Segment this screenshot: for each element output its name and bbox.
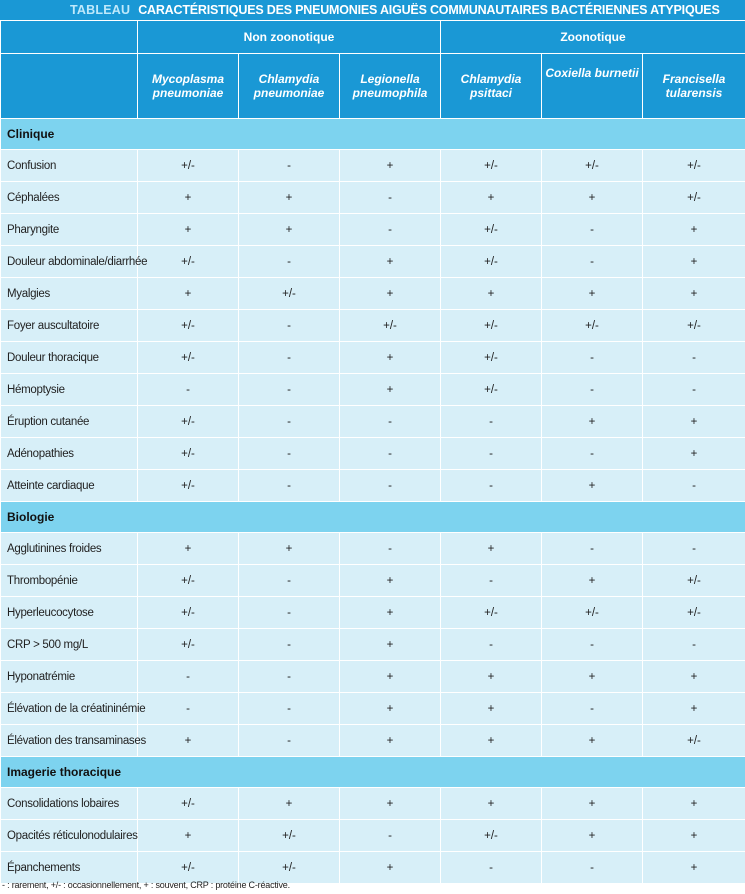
frequency-cell: + [239,533,340,565]
frequency-cell: +/- [138,629,239,661]
frequency-cell: - [441,565,542,597]
table-row [1,820,745,852]
frequency-cell: - [239,374,340,406]
group-header-row [1,21,745,54]
species-name-line1: Chlamydia [460,72,522,86]
frequency-cell: +/- [542,310,643,342]
frequency-cell: - [643,342,745,374]
species-header [340,54,441,119]
frequency-cell: + [340,693,441,725]
frequency-cell: +/- [138,342,239,374]
frequency-cell: +/- [138,852,239,884]
frequency-cell: +/- [441,597,542,629]
frequency-cell: - [239,597,340,629]
frequency-cell: - [441,852,542,884]
frequency-cell: - [340,470,441,502]
species-header [542,54,643,119]
table-row [1,182,745,214]
species-name-line1: Legionella [360,72,420,86]
frequency-cell: + [542,820,643,852]
table-row [1,342,745,374]
table-row [1,406,745,438]
frequency-cell: - [542,629,643,661]
frequency-cell: + [239,182,340,214]
frequency-cell: + [643,406,745,438]
frequency-cell: - [340,820,441,852]
table-row [1,150,745,182]
frequency-cell: - [340,438,441,470]
frequency-cell: + [138,820,239,852]
frequency-cell: + [542,661,643,693]
frequency-cell: - [138,693,239,725]
frequency-cell: +/- [643,310,745,342]
row-label: Pharyngite [1,214,138,246]
frequency-cell: +/- [138,406,239,438]
row-label: Adénopathies [1,438,138,470]
frequency-cell: - [340,533,441,565]
row-label: Thrombopénie [1,565,138,597]
frequency-cell: + [340,246,441,278]
group-non-zoonotic: Non zoonotique [138,21,441,54]
frequency-cell: +/- [138,565,239,597]
frequency-cell: +/- [138,150,239,182]
row-label: Hyperleucocytose [1,597,138,629]
table-row [1,565,745,597]
table-row [1,661,745,693]
species-header [643,54,745,119]
frequency-cell: - [340,406,441,438]
species-name-line1: Chlamydia [258,72,320,86]
frequency-cell: +/- [441,342,542,374]
table-row [1,278,745,310]
frequency-cell: + [441,533,542,565]
frequency-cell: +/- [441,150,542,182]
frequency-cell: - [441,629,542,661]
frequency-cell: + [138,725,239,757]
frequency-cell: - [441,470,542,502]
table-footnote: - : rarement, +/- : occasionnellement, + : souvent, CRP : protéine C-réactive. [2,880,290,890]
frequency-cell: - [542,374,643,406]
table-row [1,470,745,502]
frequency-cell: + [643,246,745,278]
species-name-line1: Francisella [662,72,726,86]
table-row [1,852,745,884]
table-row [1,533,745,565]
frequency-cell: + [643,820,745,852]
frequency-cell: - [441,406,542,438]
frequency-cell: - [542,533,643,565]
row-label: Atteinte cardiaque [1,470,138,502]
table-title-bar [0,0,745,20]
frequency-cell: - [138,374,239,406]
species-name-line1: Coxiella burnetii [545,66,639,80]
table-row [1,246,745,278]
species-name-line2: tularensis [665,86,723,100]
frequency-cell: + [643,852,745,884]
frequency-cell: + [542,278,643,310]
table-row [1,693,745,725]
row-label: Élévation de la créatininémie [1,693,138,725]
section-title: Clinique [1,119,745,150]
frequency-cell: - [643,374,745,406]
frequency-cell: + [643,693,745,725]
corner-cell [1,21,138,54]
frequency-cell: + [542,788,643,820]
frequency-cell: +/- [138,470,239,502]
row-label: Céphalées [1,182,138,214]
section-title: Imagerie thoracique [1,757,745,788]
row-label: Douleur thoracique [1,342,138,374]
frequency-cell: + [340,565,441,597]
frequency-cell: +/- [239,278,340,310]
section-row [1,502,745,533]
species-header [441,54,542,119]
frequency-cell: - [542,342,643,374]
characteristics-table [0,20,745,884]
frequency-cell: + [643,278,745,310]
frequency-cell: + [239,788,340,820]
frequency-cell: +/- [542,150,643,182]
table-row [1,597,745,629]
row-label: Consolidations lobaires [1,788,138,820]
frequency-cell: +/- [441,214,542,246]
frequency-cell: - [542,214,643,246]
frequency-cell: + [138,278,239,310]
frequency-cell: - [542,693,643,725]
frequency-cell: + [441,788,542,820]
frequency-cell: + [340,852,441,884]
frequency-cell: - [542,438,643,470]
corner-cell [1,54,138,119]
species-name-line1: Mycoplasma [151,72,225,86]
table-row [1,310,745,342]
frequency-cell: + [340,725,441,757]
frequency-cell: +/- [441,374,542,406]
frequency-cell: - [441,438,542,470]
frequency-cell: +/- [138,246,239,278]
section-title: Biologie [1,502,745,533]
frequency-cell: - [239,565,340,597]
species-name-line2: pneumoniae [253,86,325,100]
table-row [1,629,745,661]
frequency-cell: - [239,246,340,278]
frequency-cell: +/- [441,820,542,852]
species-name-line2: psittaci [470,86,513,100]
frequency-cell: + [441,693,542,725]
row-label: Éruption cutanée [1,406,138,438]
frequency-cell: + [643,661,745,693]
row-label: Épanchements [1,852,138,884]
table-title: CARACTÉRISTIQUES DES PNEUMONIES AIGUËS COMMUNAUTAIRES BACTÉRIENNES ATYPIQUES [138,3,720,17]
frequency-cell: +/- [643,150,745,182]
frequency-cell: + [340,788,441,820]
frequency-cell: - [643,470,745,502]
row-label: Opacités réticulonodulaires [1,820,138,852]
frequency-cell: + [643,788,745,820]
frequency-cell: +/- [643,725,745,757]
row-label: Myalgies [1,278,138,310]
group-zoonotic: Zoonotique [441,21,745,54]
table-row [1,788,745,820]
frequency-cell: + [340,629,441,661]
frequency-cell: +/- [239,852,340,884]
frequency-cell: +/- [239,820,340,852]
frequency-cell: - [239,150,340,182]
frequency-cell: +/- [643,182,745,214]
row-label: Foyer auscultatoire [1,310,138,342]
frequency-cell: + [340,342,441,374]
frequency-cell: - [239,438,340,470]
frequency-cell: +/- [138,597,239,629]
frequency-cell: - [542,246,643,278]
row-label: Agglutinines froides [1,533,138,565]
frequency-cell: + [542,406,643,438]
frequency-cell: + [441,182,542,214]
frequency-cell: + [340,661,441,693]
species-name-line2: pneumophila [352,86,428,100]
frequency-cell: - [239,725,340,757]
frequency-cell: - [643,533,745,565]
frequency-cell: +/- [138,438,239,470]
table-row [1,438,745,470]
frequency-cell: + [542,470,643,502]
frequency-cell: + [340,278,441,310]
frequency-cell: - [239,342,340,374]
frequency-cell: - [542,852,643,884]
frequency-cell: + [138,533,239,565]
table-body [1,119,745,884]
species-header [138,54,239,119]
frequency-cell: - [239,406,340,438]
frequency-cell: - [239,629,340,661]
table-row [1,725,745,757]
row-label: Hémoptysie [1,374,138,406]
frequency-cell: +/- [441,246,542,278]
row-label: CRP > 500 mg/L [1,629,138,661]
frequency-cell: - [340,182,441,214]
frequency-cell: +/- [441,310,542,342]
frequency-cell: - [239,470,340,502]
frequency-cell: +/- [643,565,745,597]
section-row [1,757,745,788]
species-header-row [1,54,745,119]
section-row [1,119,745,150]
frequency-cell: +/- [340,310,441,342]
frequency-cell: + [542,565,643,597]
frequency-cell: +/- [138,788,239,820]
frequency-cell: +/- [643,597,745,629]
table-row [1,374,745,406]
frequency-cell: + [441,725,542,757]
frequency-cell: +/- [138,310,239,342]
frequency-cell: - [239,693,340,725]
frequency-cell: + [643,438,745,470]
species-header [239,54,340,119]
frequency-cell: + [340,150,441,182]
row-label: Confusion [1,150,138,182]
row-label: Douleur abdominale/diarrhée [1,246,138,278]
species-name-line2: pneumoniae [152,86,224,100]
frequency-cell: + [441,278,542,310]
frequency-cell: + [239,214,340,246]
table-tag: TABLEAU [70,3,131,17]
frequency-cell: - [340,214,441,246]
frequency-cell: - [643,629,745,661]
frequency-cell: + [441,661,542,693]
frequency-cell: + [340,597,441,629]
frequency-cell: +/- [542,597,643,629]
frequency-cell: + [138,182,239,214]
frequency-cell: + [340,374,441,406]
frequency-cell: + [542,182,643,214]
frequency-cell: - [239,661,340,693]
frequency-cell: - [239,310,340,342]
frequency-cell: - [138,661,239,693]
row-label: Hyponatrémie [1,661,138,693]
table-row [1,214,745,246]
frequency-cell: + [542,725,643,757]
frequency-cell: + [643,214,745,246]
row-label: Élévation des transaminases [1,725,138,757]
frequency-cell: + [138,214,239,246]
